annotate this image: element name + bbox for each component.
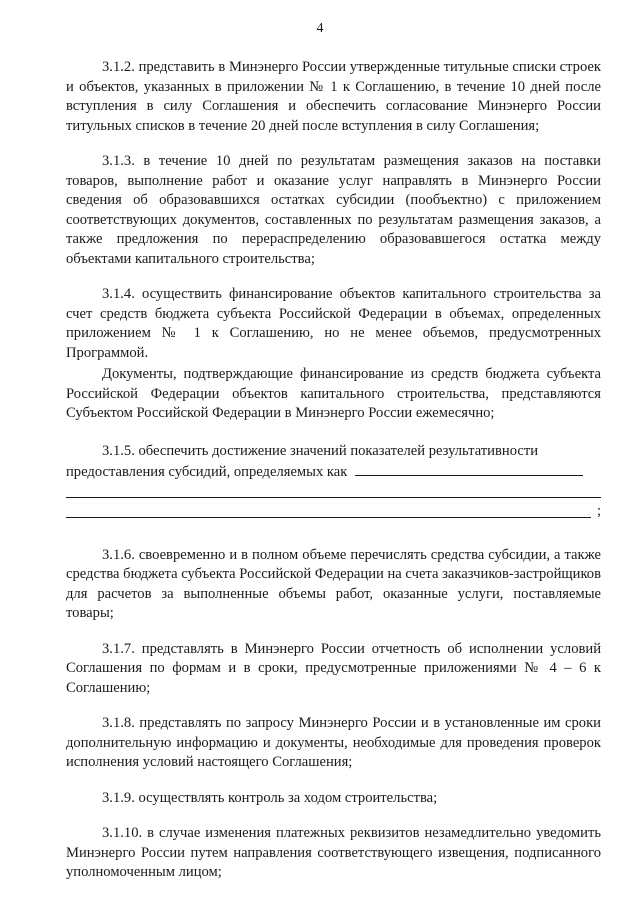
clause-3-1-9: 3.1.9. осуществлять контроль за ходом строительства; bbox=[102, 789, 438, 806]
clause-3-1-8: 3.1.8. представлять по запросу Минэнерго России и в установленные им сроки дополнительную информацию и документы, необходимые для проведения проверок исполнения условий настоящего Соглашения; bbox=[66, 715, 601, 770]
clause-3-1-5-text: 3.1.5. обеспечить достижение значений показателей результативности предоставления субсидий, определяемых как bbox=[66, 442, 539, 480]
clause-3-1-2: 3.1.2. представить в Минэнерго России утвержденные титульные списки строек и объектов, указанных в приложении № 1 к Соглашению, в течение 10 дней после вступления в силу Соглашения и обеспечить согласование Минэнерго России титульных списков в течение 20 дней после вступления в силу Соглашения; bbox=[66, 59, 601, 134]
clause-3-1-5-end: ; bbox=[596, 503, 601, 519]
clause-3-1-10: 3.1.10. в случае изменения платежных реквизитов незамедлительно уведомить Минэнерго России путем направления соответствующего извещения, подписанного уполномоченным лицом; bbox=[66, 825, 601, 880]
fill-in-lines bbox=[66, 483, 601, 522]
fill-in-line bbox=[66, 483, 601, 503]
clause-3-1-5 bbox=[66, 442, 601, 522]
clause-3-1-6: 3.1.6. своевременно и в полном объеме перечислять средства субсидии, а также средства бюджета субъекта Российской Федерации на счета заказчиков-застройщиков для расчетов за выполненные объемы работ, оказанные услуги, поставляемые товары; bbox=[66, 546, 601, 621]
clause-3-1-3: 3.1.3. в течение 10 дней по результатам размещения заказов на поставки товаров, выполнение работ и оказание услуг направлять в Минэнерго России сведения об образовавшихся остатках субсидии (пообъектно) с приложением соответствующих документов, составленных по результатам размещения заказов, а также предложения по перераспределению образовавшегося остатка между объектами капитального строительства; bbox=[66, 153, 601, 267]
clause-3-1-7: 3.1.7. представлять в Минэнерго России отчетность об исполнении условий Соглашения по формам и в сроки, предусмотренные приложениями № 4 – 6 к Соглашению; bbox=[66, 640, 601, 696]
fill-in-blank bbox=[355, 461, 583, 476]
page-number: 4 bbox=[316, 21, 324, 36]
document-body bbox=[66, 58, 601, 883]
clause-3-1-4-documents: Документы, подтверждающие финансирование из средств бюджета субъекта Российской Федерации объектов капитального строительства, представляются Субъектом Российской Федерации в Минэнерго России ежемесячно; bbox=[66, 366, 601, 421]
clause-3-1-4: 3.1.4. осуществить финансирование объектов капитального строительства за счет средств бюджета субъекта Российской Федерации в объемах, определенных приложением № 1 к Соглашению, но не менее объемов, предусмотренных Программой. bbox=[66, 286, 601, 361]
fill-in-line bbox=[66, 502, 601, 522]
